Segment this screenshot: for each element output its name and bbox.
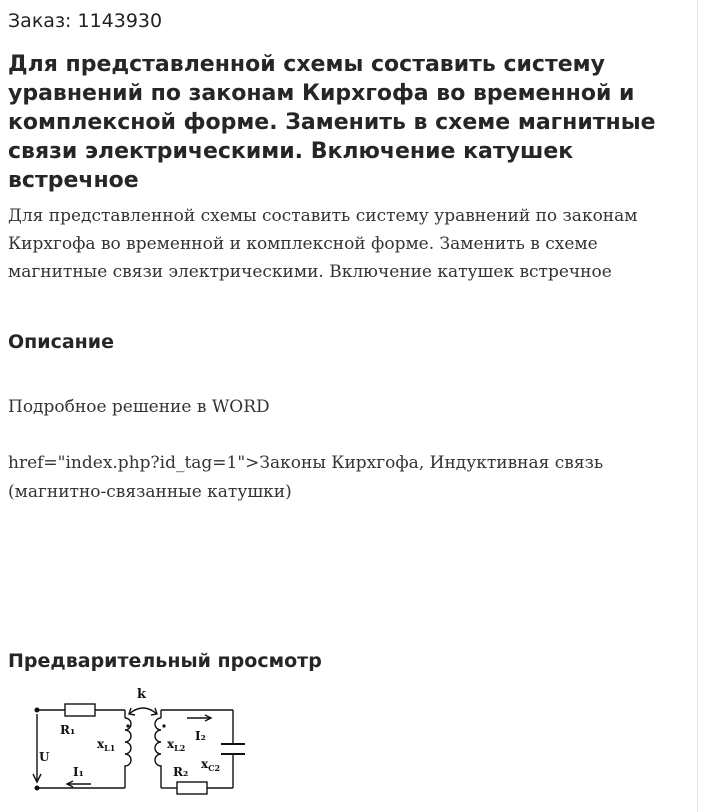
label-r1: R₁ bbox=[60, 723, 76, 737]
label-xl1: x bbox=[97, 737, 105, 751]
label-xc2-sub: C2 bbox=[208, 763, 221, 773]
label-k: k bbox=[137, 687, 147, 702]
label-xl1-sub: L1 bbox=[104, 743, 116, 753]
page-title: Для представленной схемы составить систему уравнений по законам Кирхгофа во временной и комплексной форме. Заменить в схеме магнитные связи электрическими. Включение катушек встречное bbox=[8, 52, 656, 193]
order-number: Заказ: 1143930 bbox=[8, 10, 163, 32]
label-xc2: x bbox=[201, 757, 209, 771]
label-u: U bbox=[39, 750, 50, 764]
description-paragraph-1: Подробное решение в WORD bbox=[8, 397, 270, 417]
circuit-preview-image bbox=[25, 684, 275, 804]
description-paragraph-2: href="index.php?id_tag=1">Законы Кирхгофа, Индуктивная связь (магнитно-связанные катушки) bbox=[8, 453, 604, 502]
description-heading: Описание bbox=[8, 331, 115, 353]
label-r2: R₂ bbox=[173, 765, 189, 779]
preview-heading: Предварительный просмотр bbox=[8, 650, 322, 672]
label-xl2-sub: L2 bbox=[174, 743, 186, 753]
label-xl2: x bbox=[167, 737, 175, 751]
task-summary: Для представленной схемы составить систему уравнений по законам Кирхгофа во временной и комплексной форме. Заменить в схеме магнитные связи электрическими. Включение катушек встречное bbox=[8, 206, 638, 282]
label-i2: I₂ bbox=[195, 729, 206, 743]
svg-text:xC2 bbox=[201, 757, 220, 773]
svg-text:xL1 bbox=[97, 737, 115, 753]
svg-text:xL2 bbox=[167, 737, 185, 753]
label-i1: I₁ bbox=[73, 765, 84, 779]
